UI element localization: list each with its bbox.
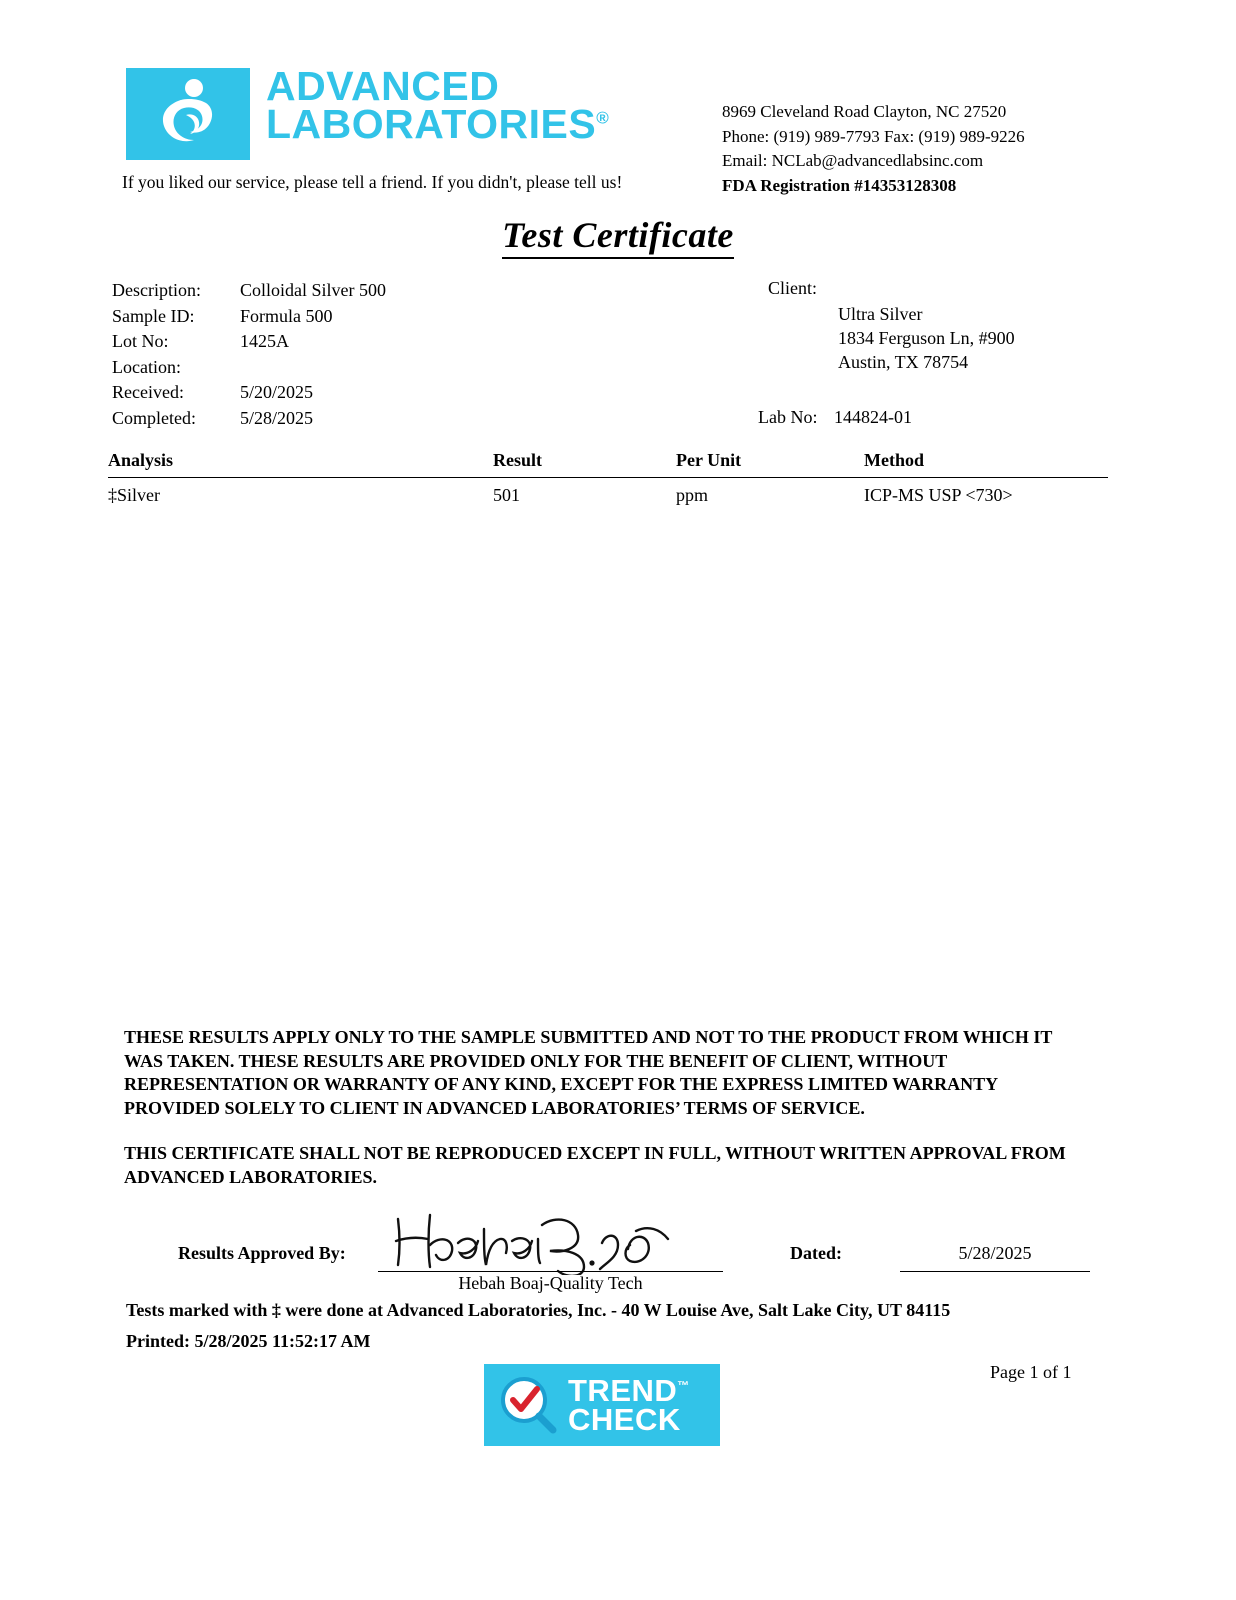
page-header: [0, 58, 1236, 208]
column-header-method: Method: [864, 450, 924, 470]
dated-line: [900, 1271, 1090, 1272]
signature-line: [378, 1271, 723, 1272]
table-header-row: [108, 450, 1108, 478]
column-header-analysis: Analysis: [108, 450, 174, 470]
logo-line-1: ADVANCED: [266, 63, 500, 109]
info-label: Description:: [112, 280, 201, 300]
sample-info-block: [112, 278, 386, 431]
info-label: Received:: [112, 382, 184, 402]
trademark-icon: ™: [677, 1378, 690, 1393]
cell-analysis: ‡Silver: [108, 485, 160, 505]
logo-line-2: LABORATORIES®: [266, 100, 610, 147]
cell-method: ICP-MS USP <730>: [864, 485, 1013, 505]
info-label: Lot No:: [112, 331, 169, 351]
dated-value: 5/28/2025: [958, 1243, 1032, 1263]
printed-timestamp: Printed: 5/28/2025 11:52:17 AM: [126, 1331, 371, 1351]
column-header-per-unit: Per Unit: [676, 450, 742, 470]
info-value: Formula 500: [240, 305, 333, 326]
info-row: [112, 380, 386, 406]
lab-number: [758, 407, 912, 428]
logo-wordmark: [266, 63, 610, 147]
info-value: 5/20/2025: [240, 382, 314, 402]
page-number: Page 1 of 1: [990, 1362, 1072, 1382]
legal-disclaimer: [124, 1026, 1074, 1211]
client-address-block: [838, 302, 1015, 374]
cell-per-unit: ppm: [676, 485, 709, 505]
info-label: Sample ID:: [112, 305, 195, 326]
trend-check-line-1: TREND™: [568, 1372, 690, 1408]
approved-by-label: Results Approved By:: [178, 1243, 346, 1263]
client-city-state-zip: Austin, TX 78754: [838, 352, 969, 372]
info-label: Location:: [112, 356, 181, 377]
address-line-1: 8969 Cleveland Road Clayton, NC 27520: [722, 102, 1007, 121]
trend-check-wordmark: [568, 1372, 690, 1437]
cell-result: 501: [493, 485, 520, 505]
legal-paragraph-1: THESE RESULTS APPLY ONLY TO THE SAMPLE SUBMITTED AND NOT TO THE PRODUCT FROM WHICH IT WAS TAKEN. THESE RESULTS ARE PROVIDED ONLY FOR THE BENEFIT OF CLIENT, WITHOUT REPRESENTATION OR WARRANTY OF ANY KIND, EXCEPT FOR THE EXPRESS LIMITED WARRANTY PROVIDED SOLELY TO CLIENT IN ADVANCED LABORATORIES’ TERMS OF SERVICE.: [124, 1027, 1053, 1118]
trend-check-line-2: CHECK: [568, 1402, 681, 1437]
results-table: [108, 450, 1108, 506]
client-street: 1834 Ferguson Ln, #900: [838, 328, 1015, 348]
column-header-result: Result: [493, 450, 542, 470]
signature-icon: [392, 1205, 722, 1275]
client-name: Ultra Silver: [838, 304, 923, 324]
address-line-3: Email: NCLab@advancedlabsinc.com: [722, 151, 984, 171]
dated-label: Dated:: [790, 1243, 842, 1263]
info-row: [112, 406, 386, 432]
info-value: 5/28/2025: [240, 407, 314, 428]
info-row: [112, 355, 386, 381]
lab-number-label: Lab No:: [758, 407, 818, 427]
trend-check-magnifier-icon: [496, 1374, 558, 1436]
info-value: 1425A: [240, 331, 289, 351]
page-title: [0, 214, 1236, 256]
legal-paragraph-2: THIS CERTIFICATE SHALL NOT BE REPRODUCED EXCEPT IN FULL, WITHOUT WRITTEN APPROVAL FROM ADVANCED LABORATORIES.: [124, 1143, 1066, 1187]
fda-registration: FDA Registration #14353128308: [722, 175, 957, 195]
address-line-2: Phone: (919) 989-7793 Fax: (919) 989-9226: [722, 126, 1025, 146]
info-row: [112, 278, 386, 304]
client-label: Client:: [768, 278, 817, 298]
trend-check-badge: [484, 1364, 720, 1446]
page-title-text: Test Certificate: [502, 215, 734, 259]
info-value: [240, 355, 386, 381]
company-address: [722, 100, 1025, 199]
info-row: [112, 329, 386, 355]
logo-mark-icon: [126, 68, 250, 160]
info-value: Colloidal Silver 500: [240, 280, 386, 300]
registered-trademark-icon: ®: [596, 108, 610, 128]
company-logo: [126, 63, 610, 160]
info-row: [112, 304, 386, 330]
signer-name: Hebah Boaj-Quality Tech: [458, 1273, 643, 1293]
signature-area: [0, 1195, 1236, 1305]
footnote-text: Tests marked with ‡ were done at Advanced Laboratories, Inc. - 40 W Louise Ave, Salt Lake City, UT 84115: [126, 1300, 951, 1320]
lab-number-value: 144824-01: [833, 407, 912, 427]
table-row: [108, 478, 1108, 506]
tagline: If you liked our service, please tell a friend. If you didn't, please tell us!: [122, 172, 623, 192]
info-label: Completed:: [112, 407, 196, 428]
